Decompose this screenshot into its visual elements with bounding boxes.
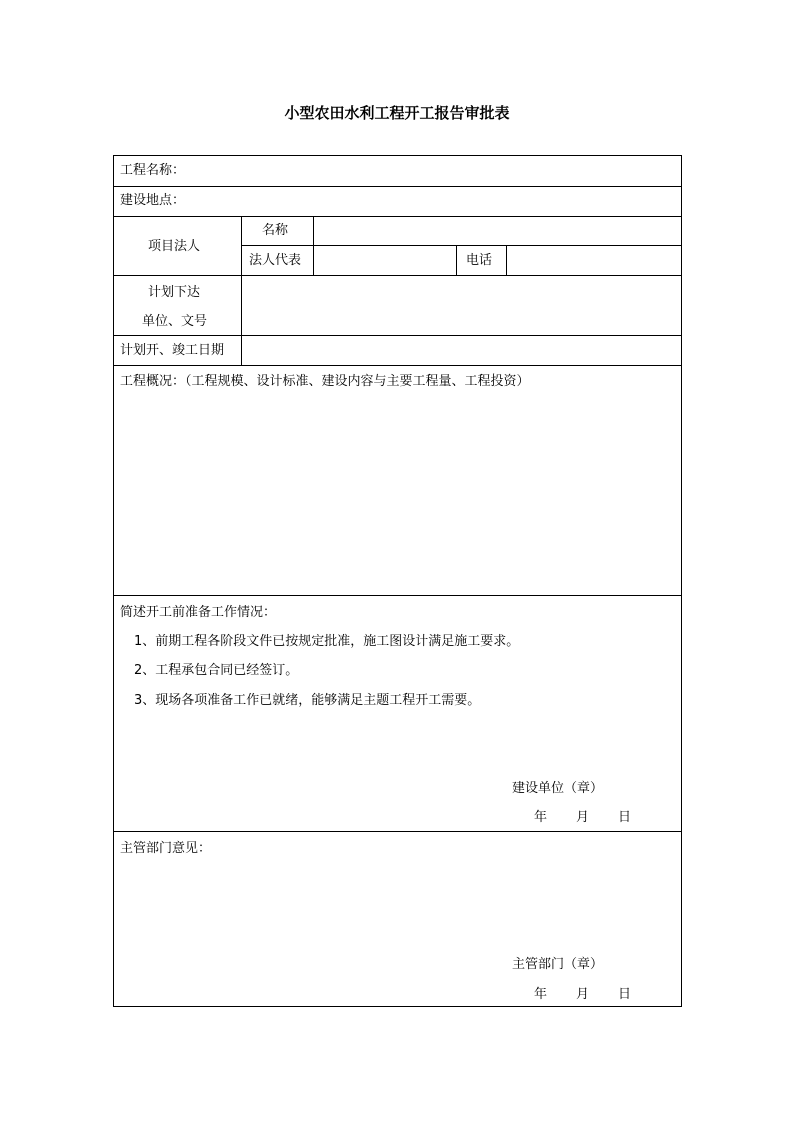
column-divider xyxy=(241,216,242,365)
date-year: 年 xyxy=(534,987,548,1002)
preparation-item: 2、工程承包合同已经签订。 xyxy=(134,663,299,678)
date-day: 日 xyxy=(618,810,632,825)
column-divider xyxy=(313,216,314,275)
project-name-label: 工程名称： xyxy=(120,163,186,178)
date-month: 月 xyxy=(576,810,590,825)
construction-site-label: 建设地点： xyxy=(120,193,186,208)
preparation-item: 1、前期工程各阶段文件已按规定批准，施工图设计满足施工要求。 xyxy=(134,634,520,649)
preparation-item: 3、现场各项准备工作已就绪，能够满足主题工程开工需要。 xyxy=(134,693,481,708)
approval-form xyxy=(113,155,682,1007)
row-divider xyxy=(114,275,681,276)
column-divider xyxy=(456,245,457,275)
date-day: 日 xyxy=(618,987,632,1002)
construction-unit-signature: 建设单位（章） xyxy=(512,781,604,796)
column-divider xyxy=(506,245,507,275)
date-month: 月 xyxy=(576,987,590,1002)
row-divider xyxy=(241,245,681,246)
row-divider xyxy=(114,831,681,832)
authority-opinion-label: 主管部门意见： xyxy=(120,841,212,856)
plan-issuer-label-line1: 计划下达 xyxy=(148,285,201,300)
row-divider xyxy=(114,186,681,187)
overview-label: 工程概况：（工程规模、设计标准、建设内容与主要工程量、工程投资） xyxy=(120,374,530,389)
phone-label: 电话 xyxy=(466,253,493,268)
row-divider xyxy=(114,335,681,336)
row-divider xyxy=(114,365,681,366)
preparation-label: 简述开工前准备工作情况： xyxy=(120,605,277,620)
legal-representative-label: 法人代表 xyxy=(249,253,302,268)
plan-issuer-label-line2: 单位、文号 xyxy=(142,314,208,329)
plan-dates-label: 计划开、竣工日期 xyxy=(120,343,225,358)
row-divider xyxy=(114,216,681,217)
row-divider xyxy=(114,595,681,596)
page-title: 小型农田水利工程开工报告审批表 xyxy=(284,104,510,122)
authority-signature: 主管部门（章） xyxy=(512,957,604,972)
legal-entity-label: 项目法人 xyxy=(148,239,201,254)
legal-entity-name-label: 名称 xyxy=(262,223,289,238)
date-year: 年 xyxy=(534,810,548,825)
